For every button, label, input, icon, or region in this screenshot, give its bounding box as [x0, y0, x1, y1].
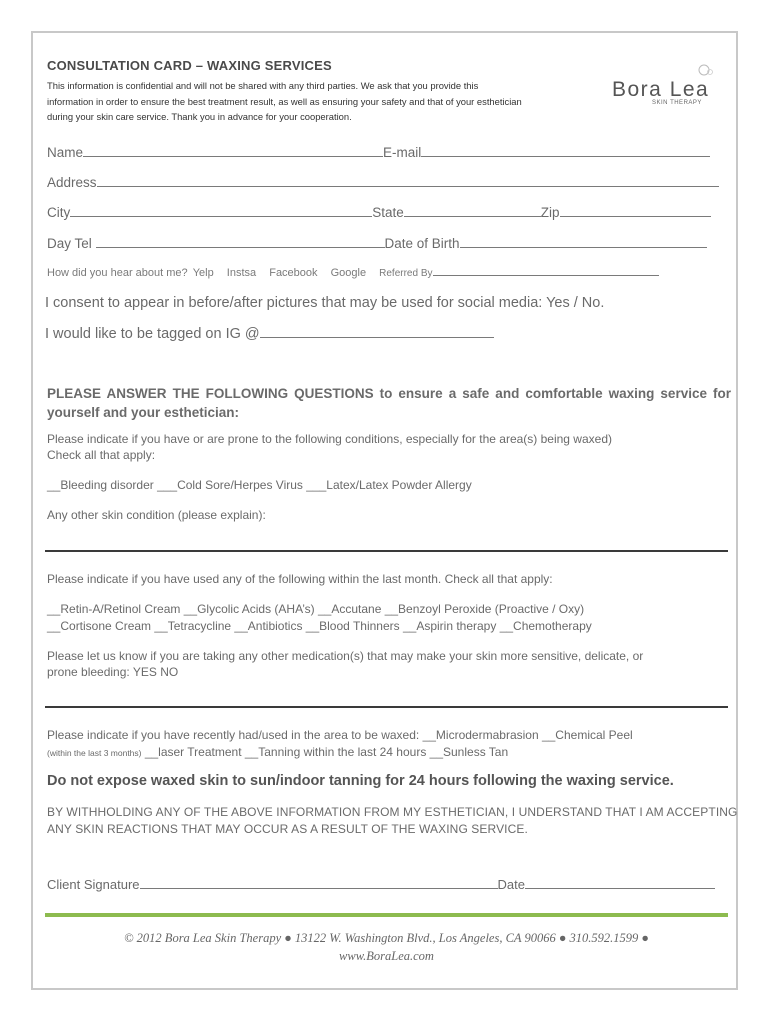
section-divider	[45, 706, 728, 708]
day-tel-label: Day Tel	[47, 236, 96, 251]
footer-contact: © 2012 Bora Lea Skin Therapy ● 13122 W. Washington Blvd., Los Angeles, CA 90066 ● 310.592.1599 ●	[124, 931, 649, 945]
medications-checklist[interactable]: __Retin-A/Retinol Cream __Glycolic Acids (AHA’s) __Accutane __Benzoyl Peroxide (Proactive / Oxy)	[47, 602, 585, 616]
consent-statement[interactable]: I consent to appear in before/after pictures that may be used for social media: Yes / No.	[45, 295, 605, 311]
conditions-checklist[interactable]: __Bleeding disorder ___Cold Sore/Herpes Virus ___Latex/Latex Powder Allergy	[47, 478, 472, 492]
intro-line: This information is confidential and will not be shared with any third parties. We ask that you provide this	[47, 80, 479, 91]
other-medications-prompt: Please let us know if you are taking any other medication(s) that may make your skin more sensitive, delicate, or	[47, 649, 644, 663]
section-divider	[45, 550, 728, 552]
card-title: CONSULTATION CARD – WAXING SERVICES	[47, 58, 332, 73]
recent-treatments-options: __laser Treatment __Tanning within the last 24 hours __Sunless Tan	[141, 745, 509, 759]
address-label: Address	[47, 175, 97, 190]
signature-field[interactable]	[47, 876, 715, 892]
address-field[interactable]	[47, 174, 719, 190]
city-state-zip-field[interactable]	[47, 204, 711, 220]
date-label: Date	[497, 877, 525, 892]
name-label: Name	[47, 145, 84, 160]
disclaimer-line: ANY SKIN REACTIONS THAT MAY OCCUR AS A RESULT OF THE WAXING SERVICE.	[47, 822, 528, 836]
client-signature-label: Client Signature	[47, 877, 140, 892]
city-label: City	[47, 205, 71, 220]
instagram-tag-label: I would like to be tagged on IG @	[45, 326, 260, 342]
other-condition-prompt[interactable]: Any other skin condition (please explain):	[47, 508, 266, 522]
dob-label: Date of Birth	[384, 236, 460, 251]
footer-website[interactable]: www.BoraLea.com	[339, 949, 434, 963]
questions-heading: PLEASE ANSWER THE FOLLOWING QUESTIONS to ensure a safe and comfortable waxing service for yourself and your esthetician:	[47, 386, 731, 420]
conditions-intro: Please indicate if you have or are prone to the following conditions, especially for the area(s) being waxed)	[47, 432, 612, 446]
sun-exposure-warning: Do not expose waxed skin to sun/indoor tanning for 24 hours following the waxing service.	[47, 773, 674, 789]
hear-option-google[interactable]: Google	[330, 267, 367, 279]
recent-window-note: (within the last 3 months)	[47, 748, 142, 758]
tel-dob-field[interactable]	[47, 235, 707, 251]
bora-lea-logo	[600, 62, 718, 112]
name-field[interactable]	[47, 144, 710, 160]
hear-option-facebook[interactable]: Facebook	[269, 267, 318, 279]
other-medications-answer[interactable]: prone bleeding: YES NO	[47, 665, 179, 679]
hear-option-instagram[interactable]: Instsa	[226, 267, 257, 279]
email-label: E-mail	[383, 145, 422, 160]
conditions-intro-check: Check all that apply:	[47, 448, 156, 462]
recent-treatments-line2[interactable]	[47, 745, 508, 759]
medications-intro: Please indicate if you have used any of the following within the last month. Check all that apply:	[47, 572, 553, 586]
recent-treatments[interactable]: Please indicate if you have recently had/used in the area to be waxed: __Microdermabrasion __Chemical Peel	[47, 728, 633, 742]
footer-accent-bar	[45, 913, 728, 917]
logo-name: Bora Lea	[612, 78, 710, 101]
hear-about-label: How did you hear about me?	[47, 267, 188, 279]
medications-checklist[interactable]: __Cortisone Cream __Tetracycline __Antibiotics __Blood Thinners __Aspirin therapy __Chemotherapy	[47, 619, 592, 633]
instagram-tag-field[interactable]	[45, 325, 494, 342]
referred-by-label: Referred By	[379, 268, 433, 279]
hear-option-yelp[interactable]: Yelp	[192, 267, 214, 279]
zip-label: Zip	[540, 205, 560, 220]
disclaimer-line: BY WITHHOLDING ANY OF THE ABOVE INFORMATION FROM MY ESTHETICIAN, I UNDERSTAND THAT I AM ACCEPTING	[47, 805, 738, 819]
intro-line: during your skin care service. Thank you in advance for your cooperation.	[47, 111, 352, 122]
hear-about-field[interactable]	[47, 266, 659, 279]
state-label: State	[372, 205, 404, 220]
logo-tagline: SKIN THERAPY	[652, 100, 702, 106]
intro-line: information in order to ensure the best treatment result, as well as ensuring your safety and that of your esthetician	[47, 96, 522, 107]
